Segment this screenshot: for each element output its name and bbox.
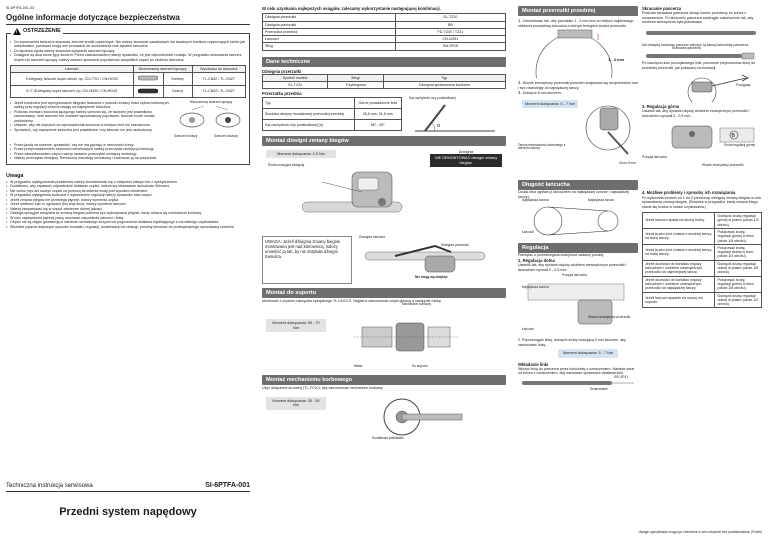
crank-figure: Moment dokręcania: 35 - 50 Nm Dodatkowa podkładka bbox=[262, 391, 506, 441]
table-row: Jeżeli dochodzi do kontaktu między łańcuchem i wózkiem wewnętrznym przerzutki na najmniejszej tarczy. Dokręcić śrubę regulacji dolnej w prawo (około 1/8 obrotu). bbox=[643, 260, 762, 276]
middle-panel bbox=[258, 0, 510, 543]
reg4-text: Po wykonaniu kroków od 1 do 3 przesunąć dźwignię zmiany biegów w celu sprawdzenia zmiany biegów. (Również w przypadku, kiedy zmiana biegu stanie się trudna w czasie użytkowania.) bbox=[642, 195, 762, 209]
crank-text: Użyć dołączone do korby (TL-FC10), aby zamontować mechanizm korbowy. bbox=[262, 386, 384, 391]
cut-text3: Po usunięciu luzu początkowego linki, ponownie przymocować linkę do przedniej przerzutki, jak pokazano na ilustracji. bbox=[642, 61, 756, 70]
brake-figure: Dźwignia hamulca Dźwignia przerzutki Nie mogą się dotykać bbox=[355, 236, 506, 284]
list-item: • Należy zaopatrywać się w części zamienne dobrej jakości. bbox=[6, 207, 250, 212]
torque-box: Moment dokręcania: 5 - 7 Nm bbox=[558, 349, 618, 357]
page-title: Ogólne informacje dotyczące bezpieczeństwa bbox=[6, 12, 180, 22]
reg3-text: Ustawić tak, aby dystans między wózkiem zewnętrznym przerzutki i łańcuchem wynosił 0 - 0,5 mm. bbox=[642, 109, 750, 118]
table-row: Jeżeli łańcuch spadnie na stronę osi suportu. Dokręcić śrubę regulacji dolnej w prawo (około 1/2 obrotu). bbox=[643, 292, 762, 308]
reg3-figure: B Pozycja łańcucha Wózek zewnętrzny przerzutki Śruba regulacji górnej bbox=[642, 118, 762, 178]
cut-text2: Na obciętej końcowy pancerz założyć tą samą końcówkę pancerza. bbox=[642, 42, 750, 47]
uwaga-section bbox=[6, 173, 250, 230]
fd-step2: 2. Wózek zewnętrzny przerzutki powinien znajdować się bezpośrednio nad i być równoległy do największej tarczy. bbox=[518, 80, 638, 90]
lever-warning: NIE DEMONTOWAĆ dźwigni zmiany biegów. bbox=[430, 154, 502, 167]
lever-section-title: Dźwignia przerzutki bbox=[262, 68, 302, 74]
combo-table bbox=[262, 13, 506, 50]
warning-list-3 bbox=[10, 143, 246, 161]
table-header: Wzmocniony sworzeń łączący bbox=[133, 66, 192, 73]
table-row: Łańcuch CN-UG51 bbox=[263, 36, 506, 43]
reg1-figure: Pozycja łańcucha Największa korona Wózek wewnętrzny przerzutki Łańcuch bbox=[522, 273, 631, 332]
torque-box: Moment dokręcania: 35 - 50 Nm bbox=[266, 397, 326, 410]
list-item: • Jeżeli zmiana biegów nie przebiega płynnie, należy wymienić części. bbox=[6, 198, 250, 203]
cable-in-figure: SIS-SP41 Smarowanie bbox=[518, 376, 638, 394]
pin-figure: Wzmocniony sworzeń łączący Sworzeń krótszy Sworzeń dłuższy bbox=[174, 101, 246, 143]
list-item: • Obsługa sprzęgieł związana ze zmianą biegów powinna być wykonywana jedynie, kiedy obraca się mechanizm korbowy. bbox=[6, 211, 250, 216]
fd-step3: 3. Dokręcić 8 mm kluczem. bbox=[518, 90, 562, 95]
torque-box: Moment dokręcania: 50 - 70 Nm bbox=[266, 319, 326, 332]
pin-table bbox=[10, 65, 246, 98]
table-row: Jeżeli łańcuch spada na stronę korby. Dokręcić śrubę regulacji górnej w prawo (około 1/4 obrotu). bbox=[643, 213, 762, 229]
lever-figure: Moment dokręcania: 2,5 Nm Śruba mocująca dźwignię Dźwignia NIE DEMONTOWAĆ dźwigni zmiany biegów. bbox=[262, 148, 506, 236]
mount-lever-header: Montaż dźwigni zmiany biegów bbox=[262, 136, 506, 146]
fd-step1: 1. Zamontować tak, aby pozostało 1 - 3 mm luzu w miejscu najbliższego zbliżenia prowadnicy łańcucha a dolnym brzegiem wózka przerzutki. bbox=[518, 18, 634, 28]
list-item: • Należy przeczytać niniejszą Techniczną instrukcję serwisową i zachować ją na przyszłość. bbox=[10, 156, 246, 161]
mount-adapter-header: Montaż do suportu bbox=[262, 288, 506, 298]
reg4-head: 4. Możliwe problemy i sposoby ich rozwiązania bbox=[642, 190, 736, 196]
cut-title: Skracanie pancerza bbox=[642, 6, 682, 11]
fd-gap-figure: 1 - 3 mm bbox=[518, 28, 638, 80]
chain-length-text: Dodać dwa ogniwa (z łańcuchem na największej koronie i największej tarczy). bbox=[518, 190, 630, 199]
list-item: • Przed zamontowaniem części należy uważnie przeczytać niniejszą instrukcję. bbox=[10, 152, 246, 157]
list-item: • Wszelkie pytania dotyczące sposobu montażu, regulacji, konserwacji lub obsługi, prosimy kierować do profesjonalnego sprzedawcy rowerów. bbox=[6, 225, 250, 230]
uwaga-box: UWAGA: Jeżeli dźwignia zmiany biegów montowana jest nad kierownicą, należy umieścić ją tak, by nie dotykała dźwigni hamulca. bbox=[262, 236, 352, 284]
cut-text: Podczas skracania pancerza obciąć koniec przeciwny do końca z oznaczeniem. Po skróceniu pancerza zaokrąglić zakończenie tak, aby średnica wewnętrzna była jednakowa. bbox=[642, 11, 754, 25]
table-row: Przerzutka przednia FD-TZ30 / TZ31 bbox=[263, 28, 506, 35]
pin-icon bbox=[133, 73, 163, 85]
pin-icon bbox=[133, 85, 163, 97]
list-item: • Części nie są objęte gwarancją w zakresie normalnego zużycia lub pogorszenia działania wynikającego z normalnego użytkowania. bbox=[6, 220, 250, 225]
list-item: • Przed jazdą na rowerze, sprawdzić, czy nie ma pęknięć w ramionach korby. bbox=[10, 143, 246, 148]
intro-text: W celu uzyskania najlepszych osiągów, zalecamy wykorzystanie następującej kombinacji. bbox=[262, 6, 441, 11]
list-item: • Jeżeli wielkość luzu w ogniwach jest zbyt duża, należy wymienić łańcuch. bbox=[6, 202, 250, 207]
list-item: • Sprawdzić, czy naprężenie łańcucha jest prawidłowe i czy łańcuch nie jest uszkodzony. bbox=[10, 128, 170, 133]
angle-figure: Kąt nachylenia rury podsiodłowej α bbox=[409, 95, 456, 129]
list-item: • Dodatkowo, aby zapewnić odpowiednie działanie części, zaleca się stosowanie łańcuchów Shimano. bbox=[6, 184, 250, 189]
warning-heading bbox=[11, 28, 63, 35]
table-header: Łańcuch bbox=[11, 66, 134, 73]
table-row: Ślizg SM-SP18 bbox=[263, 43, 506, 50]
left-panel bbox=[0, 0, 256, 543]
svg-text:α: α bbox=[437, 122, 440, 129]
mount-adapter-text: Montować z użyciem narzędzia specjalnego TL-UN74-S. Najpierw zamontować część główną a następnie miskę. bbox=[262, 298, 442, 303]
divider bbox=[6, 24, 250, 25]
table-row: Typ Górne prowadzenie linki bbox=[263, 97, 402, 108]
list-item: • W przypadku wystąpienia trudności z wykonaniem regulacji należy sprawdzić stan części. bbox=[6, 193, 250, 198]
housing-figure bbox=[642, 28, 760, 38]
cable-in-title: Wkładanie linki bbox=[518, 361, 549, 367]
uwaga-list bbox=[6, 180, 250, 230]
list-item: • Do czyszczenia łańcucha stosować złożone środki czyszczące. Nie należy stosować zasadowych lub kwaśnych środków czyszczących takich jak odrdzewiacz, ponieważ mogą one prowadzić do uszkodzenia ciuli zębatek łańcucha. bbox=[10, 40, 246, 49]
uwaga-heading: Uwaga bbox=[6, 172, 24, 179]
svg-text:B: B bbox=[731, 133, 735, 140]
reg2-text: 2. Poprzeciągać linkę, dokręcić śrubę mocującą 9 mm kluczem, aby zamocować linkę. bbox=[518, 338, 626, 347]
doc-code-top: SI-6PTFA-001-03 bbox=[6, 6, 34, 10]
torque-box: Moment dokręcania: 5 - 7 Nm bbox=[522, 100, 578, 108]
crank-header: Montaż mechanizmu korbowego bbox=[262, 375, 506, 385]
chain-length-figure: Największa korona Największa tarcza Łańcuch bbox=[518, 199, 638, 239]
fd-mount-header: Montaż przerzutki przedniej bbox=[518, 6, 638, 16]
list-item: • Przed przeprowadzeniem czynności serwisowych należy przeczytać niniejszą instrukcję. bbox=[10, 147, 246, 152]
disclaimer: Uwaga: specyfikacje mogą być zmienione w celu ulepszeń bez powiadomienia. (Polish) bbox=[638, 530, 762, 534]
warning-icon: ! bbox=[13, 28, 21, 35]
chain-length-header: Długość łańcucha bbox=[518, 180, 638, 190]
adapter-figure: Moment dokręcania: 50 - 70 Nm Mechanizm korbowy Miska Do suportu bbox=[262, 303, 506, 373]
fd-section-title: Przerzutka przednia bbox=[262, 91, 302, 97]
table-row: Średnica obejmy montażowej przerzutki przedniej 28,6 mm, 31,8 mm bbox=[263, 108, 402, 119]
warning-list bbox=[10, 40, 246, 63]
lever-table: Symbol modelu Biegi Typ SL-TZ20 Trzybiegowa Dźwignia sprawowana kciukiem bbox=[262, 74, 506, 90]
table-row: 6-/7-/8-biegowy super łańcuch, np. CN-HG50 / CN-HG40 Czarny TL-CN32 / TL-CN27 bbox=[11, 85, 246, 97]
list-item: • Dostępne są dwa różne typy sworzni. Przed zastosowaniem należy sprawdzić, że jest odpowiednich rodzaju. W przypadku stosowania sworzni innych niż sworzeń łączący, należy zawsze sprawdzić poprawność wszystkich części po złożeniu łańcucha. bbox=[10, 53, 246, 62]
table-row: Jeżeli dochodzi do kontaktu między łańcuchem i wózkiem zewnętrznym przerzutki na największej tarczy. Poluzować śrubę regulacji górnej w lewo (około 1/8 obrotu). bbox=[643, 276, 762, 292]
list-item: • Nie wolno myć ani suszyć części za pomocą strumienia wody pod wysokim ciśnieniem. bbox=[6, 189, 250, 194]
regulation-header: Regulacja bbox=[518, 243, 638, 253]
footer-manual-row bbox=[6, 482, 250, 518]
regulation-intro: Pamiętać o przestrzeganiu kolejności zadanej poniżej. bbox=[518, 253, 605, 258]
table-header: Wyciskacz do łańcucha bbox=[192, 66, 245, 73]
torque-box: Moment dokręcania: 2,5 Nm bbox=[266, 150, 336, 158]
fd-table bbox=[262, 97, 402, 131]
list-item: • Uważać, aby nie dopuścić do wprowadzenia sworznia w miejsce inne niż zaznaczone. bbox=[10, 123, 170, 128]
list-item: • W celu zapewnienia płynnej pracy stosować odpowiedni pancerz i linkę. bbox=[6, 216, 250, 221]
warning-list-2 bbox=[10, 101, 170, 143]
list-item: • Podczas montażu sworznia łączącego należy upewnić się, że sworzeń jest prawidłowo zamocowany. Jeśli sworzeń nie zostanie wprowadzony poprawnie, łańcuch może zostać uszkodzony. bbox=[10, 110, 170, 124]
pull-figure: Pociągnąć bbox=[642, 70, 762, 104]
table-row: Jeżeli trudno jest zmiana z średniej tarczy na dużą tarczę. Poluzować śrubę regulacji górnej w lewo (około 1/8 obrotu). bbox=[643, 229, 762, 245]
right-panel: Montaż przerzutki przedniej 1. Zamontować tak, aby pozostało 1 - 3 mm luzu w miejscu najbliższego zbliżenia prowadnicy łańcucha a dolnym brzegiem wózka przerzutki. 1 - 3 mm 2. Wózek zewnętrzny przerzutki powinien znajdować się bezpośrednio nad i być równoległy do największej tarczy. 3. Dokręcić 8 mm kluczem. Moment dokręcania: 5 - 7 Nm Tarcza mechanizmu korbowego z wierzchu tarczy Klucz 8 mm Skracanie pancerza Podczas skracania pancerza obciąć koniec przeciwny do końca z oznaczeniem. Po skróceniu pancerza zaokrąglić zakończenie tak, aby średnica wewnętrzna była jednakowa. Na obciętej końcowy pancerz założyć tą samą końcówkę pancerza. Końcówka pancerza Po usunięciu luzu początkowego linki, ponownie przymocować linkę do przedniej przerzutki, jak pokazano na ilustracji. Pociągnąć 3. Regulacja górna Ustawić tak, aby dystans między wózkiem zewnętrznym przerzutki i łańcuchem wynosił 0 - 0,5 mm. B Pozycja łańcucha Wózek zewnętrzny przerzutki Śruba regulacji górnej Długość łańcucha Dodać dwa ogniwa (z łańcuchem na największej koronie i największej tarczy). Największa korona Największa tarcza Łańcuch Regulacja Pamiętać o przestrzeganiu kolejności zadanej poniżej. 1. Regulacja dolna Ustawić tak, aby dystans między wózkiem wewnętrznym przerzutki i łańcuchem wynosił 0 - 0,5 mm. Pozycja łańcucha Największa korona Wózek wewnętrzny przerzutki Łańcuch 2. Poprzeciągać linkę, dokręcić śrubę mocującą 9 mm kluczem, aby zamocować linkę. Moment dokręcania: 5 - 7 Nm Wkładanie linki Włożyć linkę do pancerza przez końcówkę z oznaczeniem. Nanieść smar od końca z oznaczeniem, aby zachować sprawność działania linki. SIS-SP41 Smarowanie 4. Możliwe problemy i sposoby ich rozwiązania Po wykonaniu kroków od 1 do 3 przesunąć dźwignię zmiany biegów w celu sprawdzenia zmiany biegów. (Również w przypadku, kiedy zmiana biegu stanie się trudna w czasie użytkowania.) Jeżeli łańcuch spada na stronę korby. Dokręcić śrubę regulacji górnej w prawo (około 1/4 obrotu). Jeżeli trudno jest zmiana z średniej tarczy na dużą tarczę. Poluzować śrubę regulacji górnej w lewo (około 1/8 obrotu). Jeżeli trudno jest zmiana z średniej tarczy na małą tarczę. Poluzować śrubę regulacji dolnej w lewo (około 1/4 obrotu). Jeżeli dochodzi do kontaktu między łańcuchem i wózkiem wewnętrznym przerzutki na najmniejszej tarczy. Dokręcić śrubę regulacji dolnej w prawo (około 1/8 obrotu). Jeżeli dochodzi do kontaktu między łańcuchem i wózkiem zewnętrznym przerzutki na największej tarczy. Poluzować śrubę regulacji górnej w lewo (około 1/8 obrotu). Jeżeli łańcuch spadnie na stronę osi suportu. Dokręcić śrubę regulacji dolnej w prawo (około 1/2 obrotu). Uwaga: specyfikacje mogą być zmienione w celu ulepszeń bez powiadomienia. (Polish) bbox=[518, 6, 762, 534]
table-row: SL-TZ20 Trzybiegowa Dźwignia sprawowana kciukiem bbox=[263, 82, 506, 89]
list-item: • W przypadku występowania problemów należy skontaktować się z miejscem zakupu lub z dystrybutorem. bbox=[6, 180, 250, 185]
table-row: Dźwignia przerzutki BB bbox=[263, 21, 506, 28]
table-row: Kąt nachylenia rury podsiodłowej (α) 66° - 69° bbox=[263, 119, 402, 130]
table-row: 9-biegowy, łańcuch super-cienki, np. CN-7701 / CN-HG93 Srebrny TL-CN32 / TL-CN27 bbox=[11, 73, 246, 85]
doc-code: SI-6PTFA-001 bbox=[205, 482, 250, 489]
manual-label: Techniczna instrukcja serwisowa bbox=[6, 483, 93, 489]
reg1-text: Ustawić tak, aby dystans między wózkiem wewnętrznym przerzutki i łańcuchem wynosił 0 - 0,5 mm. bbox=[518, 263, 627, 272]
table-row: Dźwignia przerzutki SL-TZ20 bbox=[263, 14, 506, 21]
warning-title: OSTRZEŻENIE bbox=[23, 28, 61, 34]
cable-in-text: Włożyć linkę do pancerza przez końcówkę z oznaczeniem. Nanieść smar od końca z oznaczeniem, aby zachować sprawność działania linki. bbox=[518, 366, 635, 376]
housing-cap-figure: Końcówka pancerza bbox=[642, 47, 762, 61]
list-item: • Do łączenia ogniw należy stosować wyłącznie sworzeń łączący. bbox=[10, 49, 246, 54]
list-item: • Jeżeli konieczne jest wyregulowanie długości łańcucha z powodu zmiany ilości zębów korbowych, należy przy regulacji zwrócić uwagę na naprężenie łańcucha. bbox=[10, 101, 170, 110]
product-title: Przedni system napędowy bbox=[59, 506, 197, 518]
warning-box bbox=[6, 28, 250, 165]
trouble-table bbox=[642, 212, 762, 308]
table-row: Jeżeli trudno jest zmiana z średniej tarczy na małą tarczę. Poluzować śrubę regulacji dolnej w lewo (około 1/4 obrotu). bbox=[643, 244, 762, 260]
fd-step3-figure: Moment dokręcania: 5 - 7 Nm Tarcza mechanizmu korbowego z wierzchu tarczy bbox=[518, 96, 638, 162]
reg3-head: 3. Regulacja górna bbox=[642, 104, 680, 110]
tech-header: Dane techniczne bbox=[262, 57, 506, 67]
reg1-head: 1. Regulacja dolna bbox=[518, 257, 555, 263]
